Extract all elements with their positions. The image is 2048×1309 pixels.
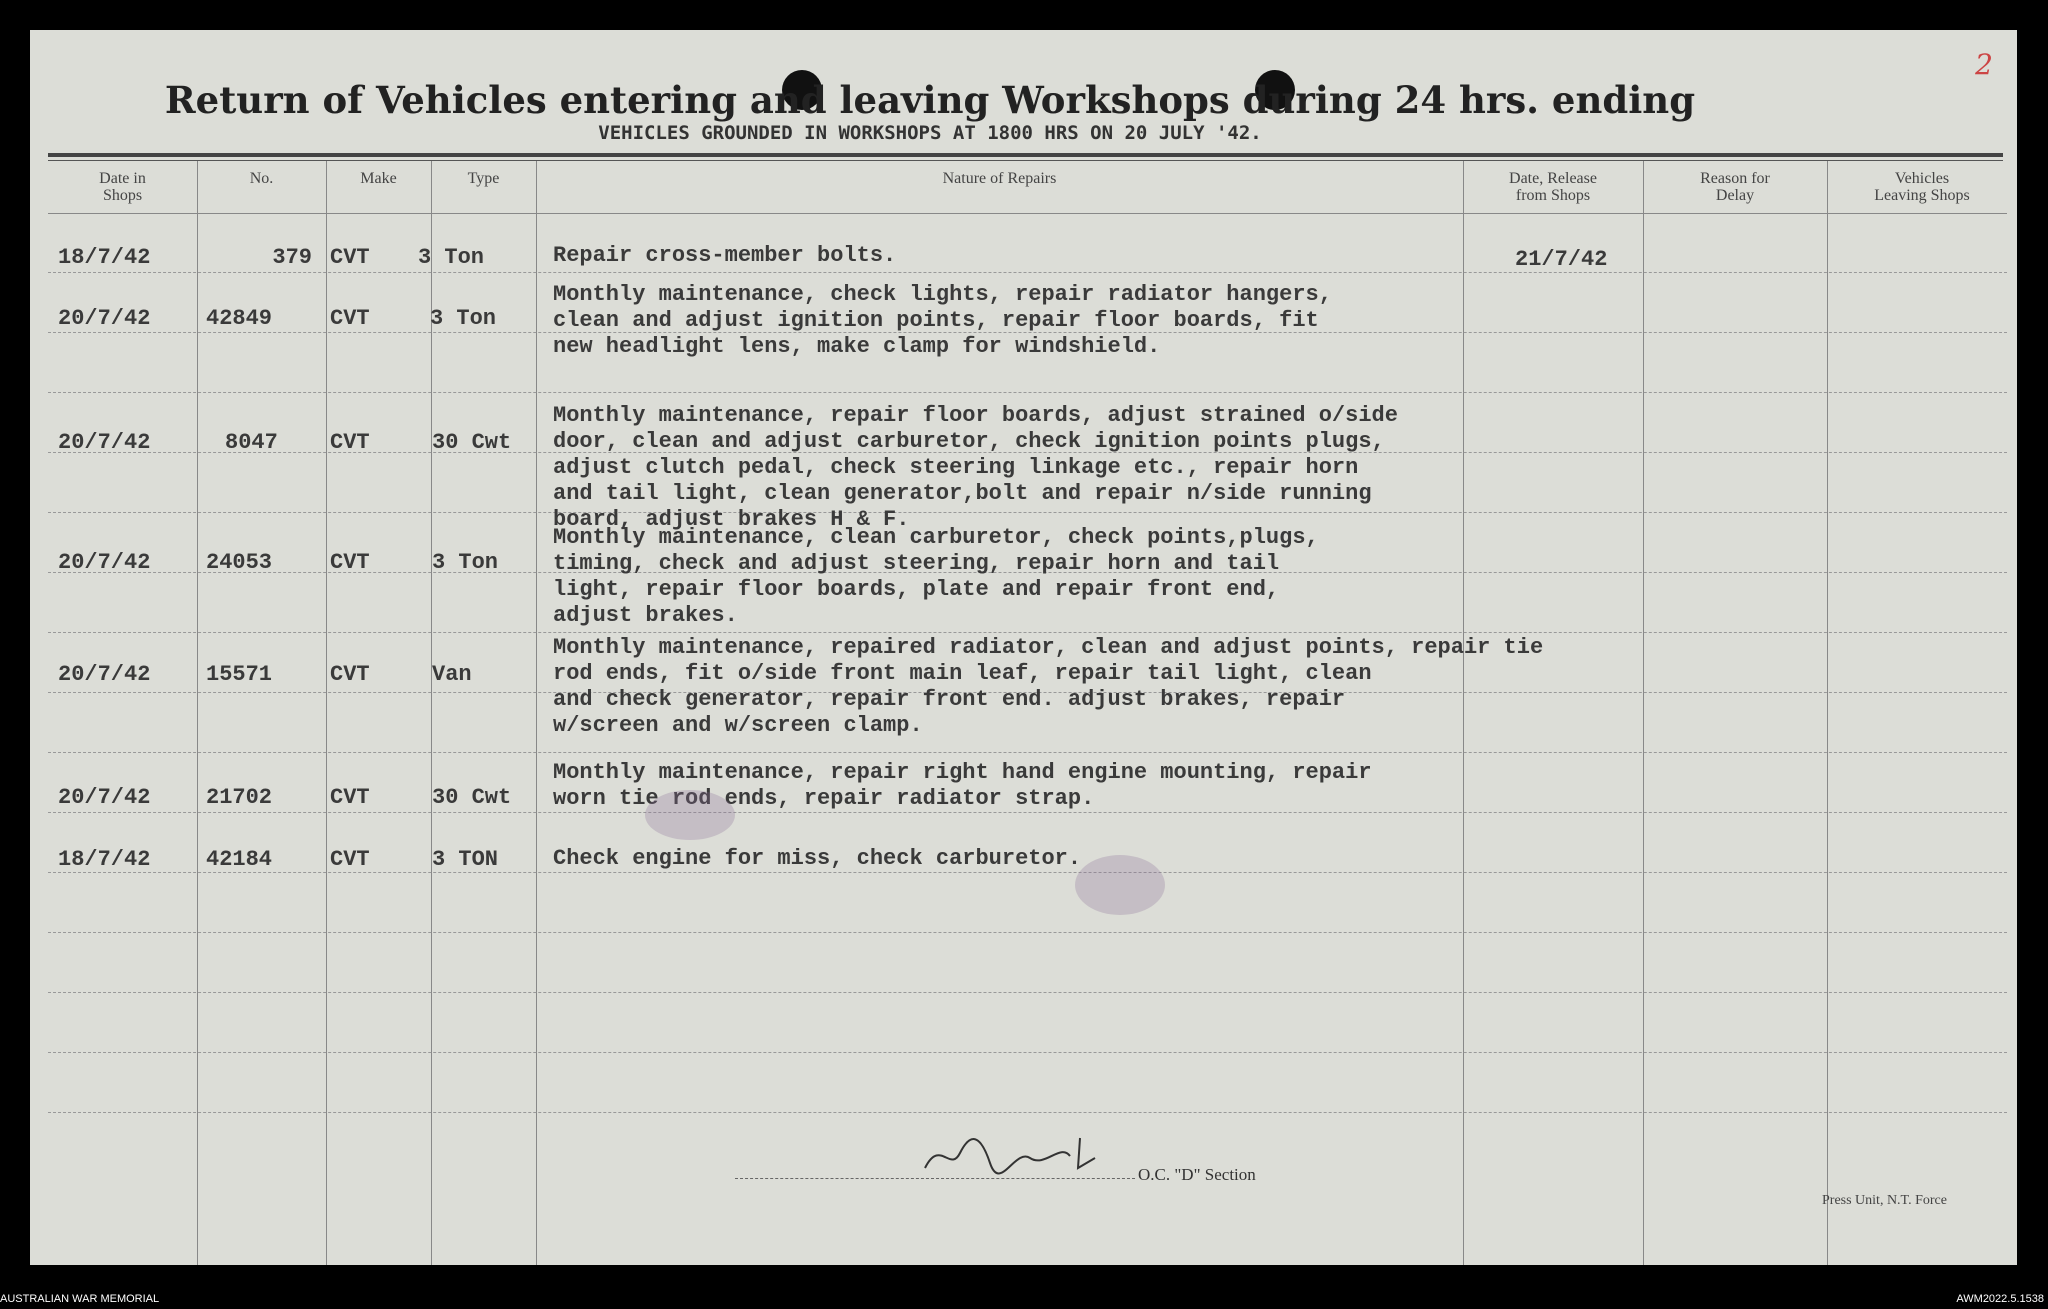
header-bottom-line xyxy=(48,213,2007,214)
header-vehicles-leaving: Vehicles Leaving Shops xyxy=(1874,170,1970,204)
row-repairs: Monthly maintenance, clean carburetor, check points,plugs, timing, check and adjust steering, repair horn and tail light, repair floor boards, plate and repair front end, adjust brakes. xyxy=(553,525,1319,628)
signature-icon xyxy=(920,1128,1120,1178)
row-vehicle-number: 15571 xyxy=(206,662,273,687)
ink-smudge xyxy=(645,790,735,840)
row-vehicle-number: 42849 xyxy=(206,306,273,331)
header-date-in: Date in Shops xyxy=(99,170,146,204)
row-line xyxy=(48,752,2007,753)
signature-label: O.C. "D" Section xyxy=(1138,1165,1256,1184)
header-make: Make xyxy=(360,170,397,187)
row-line xyxy=(48,1052,2007,1053)
row-vehicle-number: 24053 xyxy=(206,550,273,575)
row-repairs: Repair cross-member bolts. xyxy=(553,243,897,268)
row-line xyxy=(48,812,2007,813)
row-repairs: Monthly maintenance, repair floor boards, adjust strained o/side door, clean and adjust carburetor, check ignition points plugs, adjust clutch pedal, check steering linkage etc., repair horn and tail light, clean generator,bolt and repair n/side running board, adjust brakes H & F. xyxy=(553,403,1398,532)
row-line xyxy=(48,932,2007,933)
row-date-in: 20/7/42 xyxy=(58,550,151,575)
row-vehicle-number: 21702 xyxy=(206,785,273,810)
header-reason-for-delay: Reason for Delay xyxy=(1700,170,1770,204)
press-unit-label: Press Unit, N.T. Force xyxy=(1822,1193,1947,1208)
row-make: CVT xyxy=(330,847,370,872)
row-make: CVT xyxy=(330,785,370,810)
row-date-in: 20/7/42 xyxy=(58,785,151,810)
column-divider xyxy=(197,161,198,1265)
row-vehicle-number: 379 xyxy=(272,245,312,270)
row-make: CVT xyxy=(330,430,370,455)
row-line xyxy=(48,632,2007,633)
row-type: 3 Ton xyxy=(418,245,485,270)
row-repairs: Monthly maintenance, check lights, repair radiator hangers, clean and adjust ignition points, repair floor boards, fit new headlight lens, make clamp for windshield. xyxy=(553,282,1332,359)
row-line xyxy=(48,872,2007,873)
row-line xyxy=(48,392,2007,393)
form-title: Return of Vehicles entering and leaving Workshops during 24 hrs. ending xyxy=(164,78,1696,122)
row-make: CVT xyxy=(330,306,370,331)
row-line xyxy=(48,1112,2007,1113)
archive-label: AUSTRALIAN WAR MEMORIAL xyxy=(0,1293,160,1305)
archive-id: AWM2022.5.1538 xyxy=(1956,1293,2044,1305)
form-subtitle: VEHICLES GROUNDED IN WORKSHOPS AT 1800 HRS ON 20 JULY '42. xyxy=(598,122,1262,144)
row-type: 30 Cwt xyxy=(432,785,512,810)
signature-line xyxy=(735,1178,1135,1179)
header-nature-of-repairs: Nature of Repairs xyxy=(942,170,1057,187)
column-divider xyxy=(326,161,327,1265)
header-type: Type xyxy=(467,170,500,187)
row-make: CVT xyxy=(330,662,370,687)
row-repairs: Monthly maintenance, repaired radiator, clean and adjust points, repair tie rod ends, fit o/side front main leaf, repair tail light, clean and check generator, repair front end. adjust brakes, repair w/screen and w/screen clamp. xyxy=(553,635,1544,738)
row-date-in: 18/7/42 xyxy=(58,245,151,270)
row-date-in: 20/7/42 xyxy=(58,662,151,687)
row-type: 30 Cwt xyxy=(432,430,512,455)
header-date-release: Date, Release from Shops xyxy=(1509,170,1597,204)
row-date-in: 18/7/42 xyxy=(58,847,151,872)
row-line xyxy=(48,992,2007,993)
row-line xyxy=(48,272,2007,273)
header-number: No. xyxy=(249,170,274,187)
row-make: CVT xyxy=(330,245,370,270)
row-date-release: 21/7/42 xyxy=(1515,247,1608,272)
page-number: 2 xyxy=(1975,48,1993,81)
row-make: CVT xyxy=(330,550,370,575)
row-type: 3 Ton xyxy=(432,550,499,575)
row-type: 3 TON xyxy=(432,847,499,872)
row-type: 3 Ton xyxy=(430,306,497,331)
row-repairs: Monthly maintenance, repair right hand engine mounting, repair worn tie rod ends, repair radiator strap. xyxy=(553,760,1372,811)
column-divider xyxy=(1827,161,1828,1265)
header-rule xyxy=(48,153,2003,157)
row-type: Van xyxy=(432,662,472,687)
column-divider xyxy=(1643,161,1644,1265)
row-repairs: Check engine for miss, check carburetor. xyxy=(553,846,1082,871)
row-date-in: 20/7/42 xyxy=(58,430,151,455)
row-date-in: 20/7/42 xyxy=(58,306,151,331)
ink-smudge xyxy=(1075,855,1165,915)
header-rule-thin xyxy=(48,160,2003,161)
column-divider xyxy=(536,161,537,1265)
row-vehicle-number: 8047 xyxy=(225,430,278,455)
form-sheet xyxy=(30,30,2017,1265)
row-vehicle-number: 42184 xyxy=(206,847,273,872)
